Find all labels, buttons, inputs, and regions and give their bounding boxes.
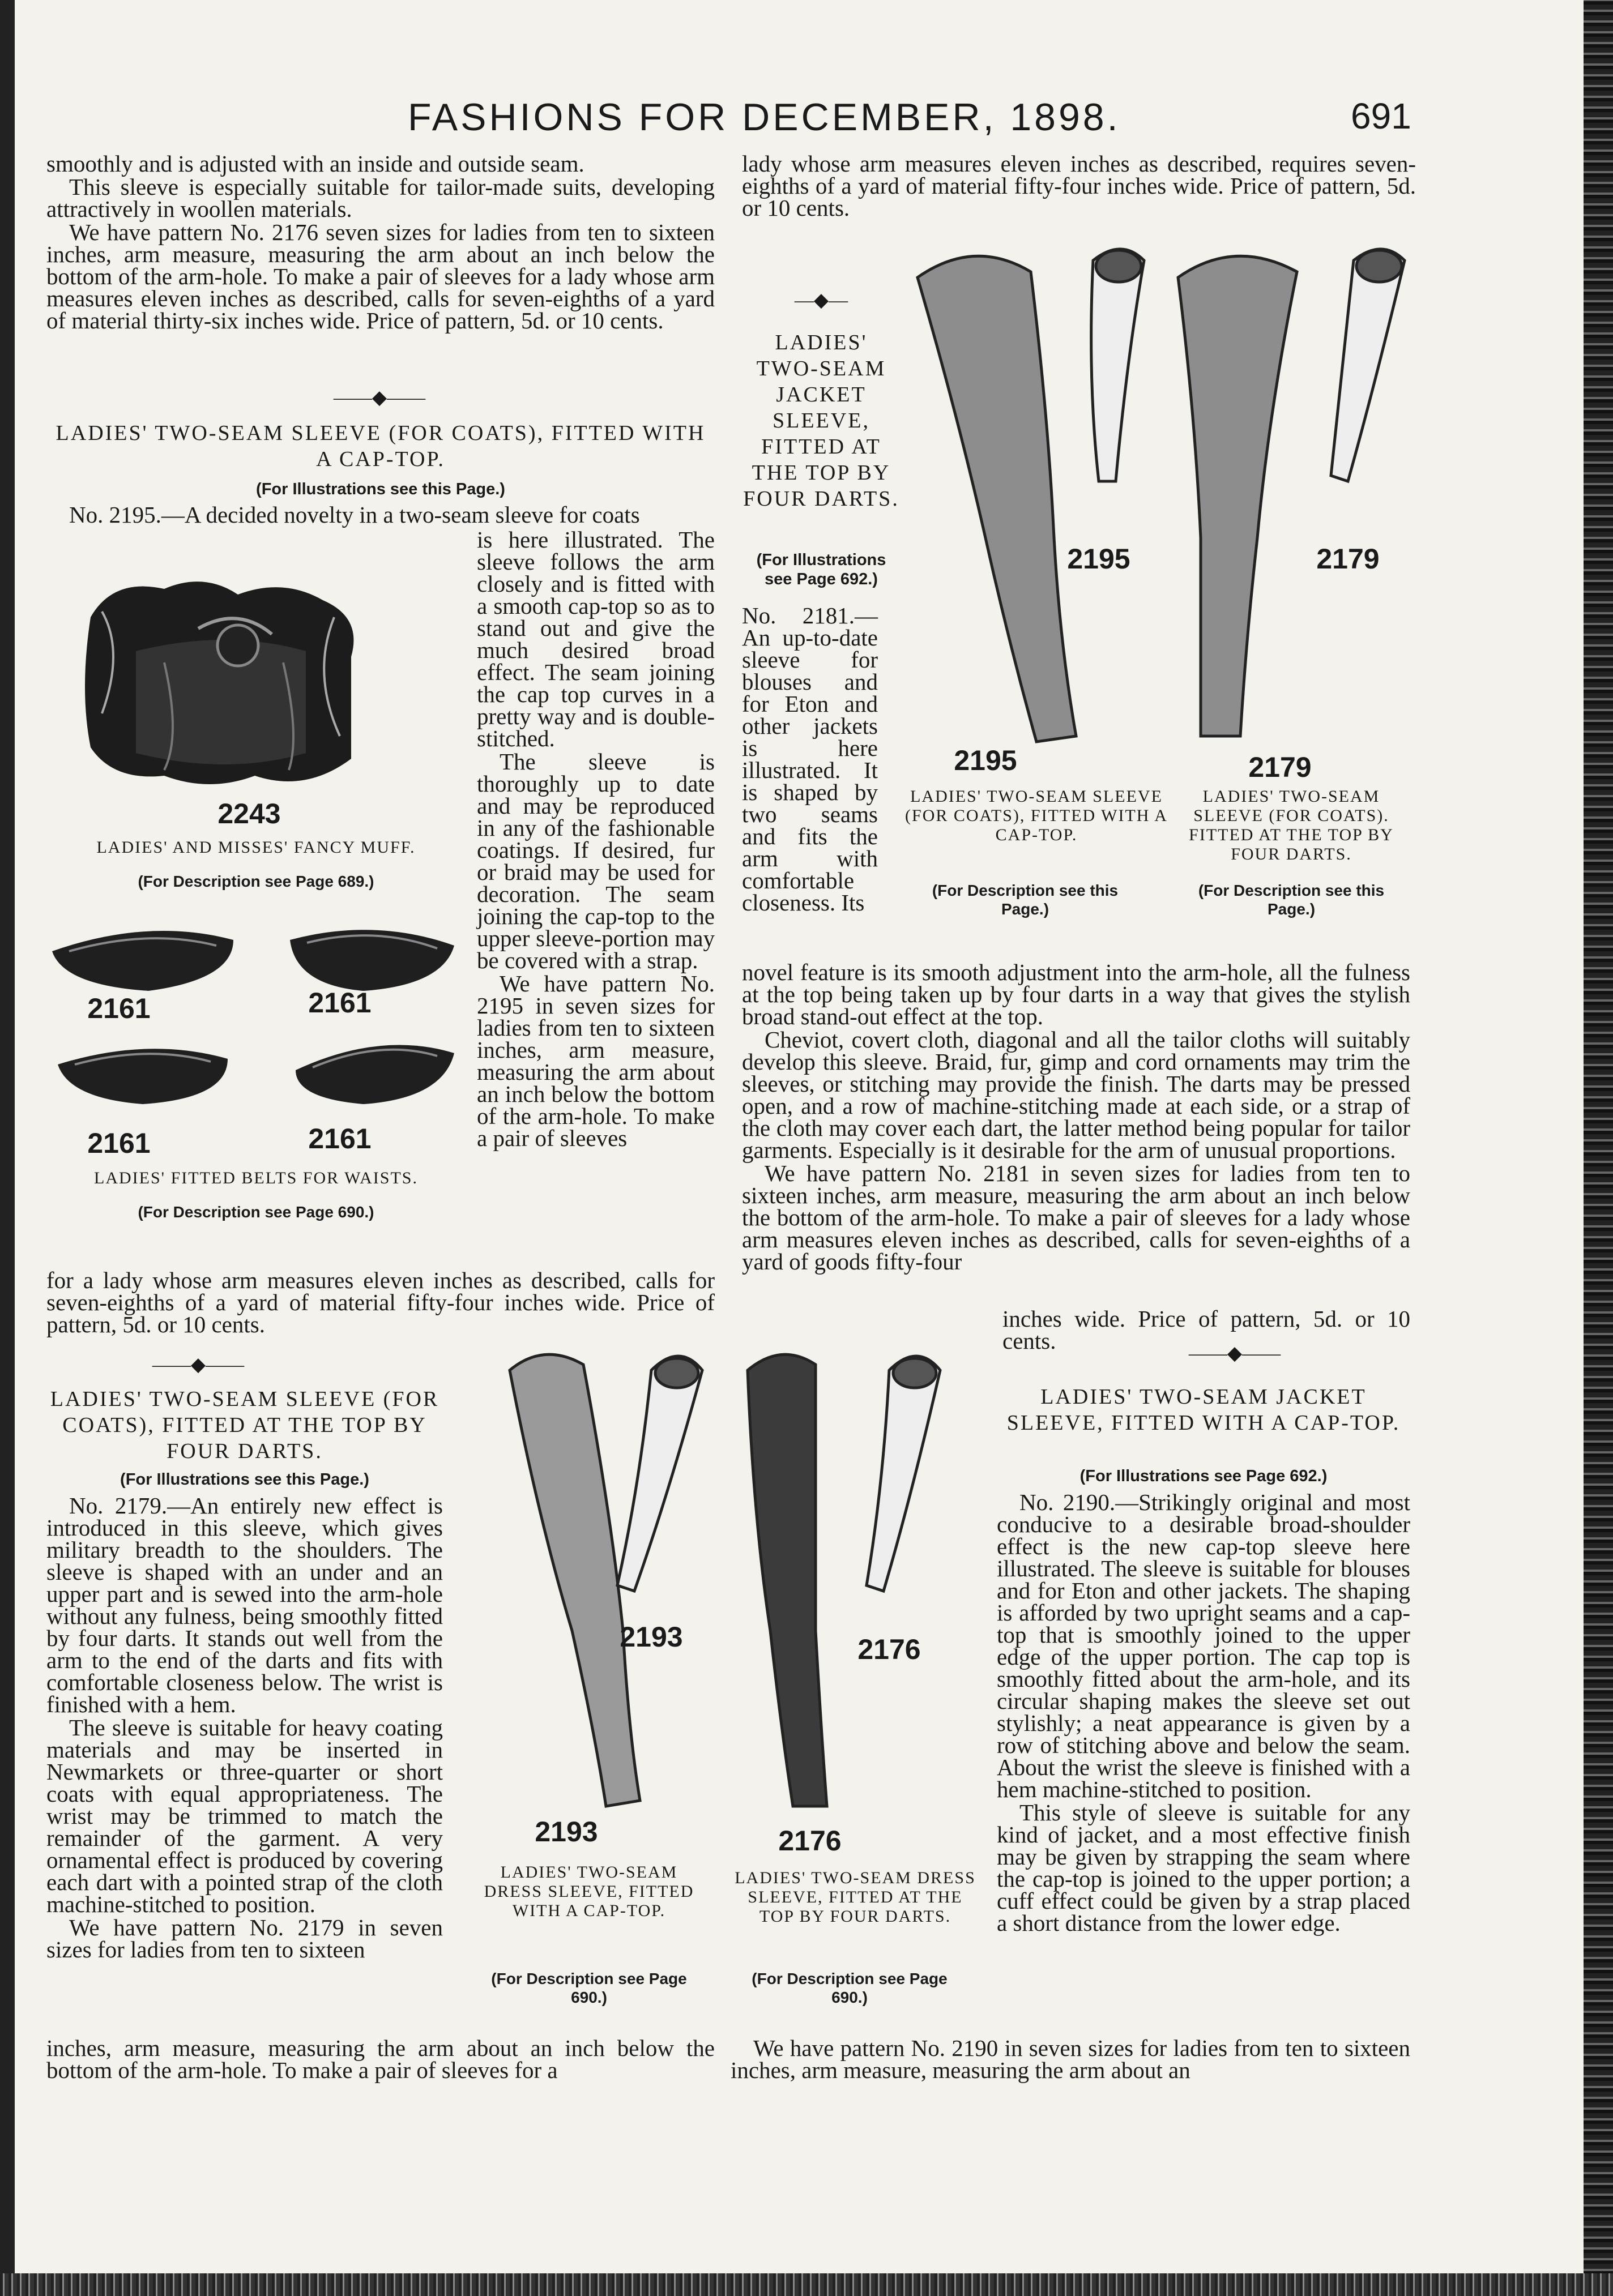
figure-2193-number: 2193 xyxy=(535,1816,598,1848)
paragraph: Cheviot, covert cloth, diagonal and all the tailor cloths will suitably develop this sleeve. Braid, fur, gimp and cord ornaments may trim the sleeves, or stitching may provide the finish. The darts may be pressed open, and a row of machine-stitching made at each side, or a strap of the cloth may cover each dart, the latter method being popular for tailor garments. Especially is it desirable for the arm of unusual proportions. xyxy=(742,1027,1410,1163)
figure-2195-description: (For Description see this Page.) xyxy=(932,882,1119,918)
paragraph: for a lady whose arm measures eleven inches as described, calls for seven-eighths of a yard of material fifty-four inches wide. Price of pattern, 5d. or 10 cents. xyxy=(46,1267,715,1337)
figure-2176-number: 2176 xyxy=(778,1825,842,1857)
paragraph: novel feature is its smooth adjustment into the arm-hole, all the fulness at the top being taken up by four darts in a way that gives the stylish broad stand-out effect at the top. xyxy=(742,959,1410,1029)
left-continued-text xyxy=(46,153,715,332)
article-2190-body xyxy=(997,1491,1410,1934)
figure-2179-description: (For Description see this Page.) xyxy=(1198,882,1385,918)
sleeves-2193-2176-illustration xyxy=(498,1348,951,1829)
figure-2161-description: (For Description see Page 690.) xyxy=(138,1203,374,1221)
paragraph: This sleeve is especially suitable for tailor-made suits, developing attractively in woollen materials. xyxy=(46,174,715,222)
paragraph: inches wide. Price of pattern, 5d. or 10 cents. xyxy=(1002,1306,1410,1354)
middle-continued-text xyxy=(742,153,1416,219)
article-2181-continued xyxy=(742,961,1410,1273)
figure-2193-description: (For Description see Page 690.) xyxy=(491,1970,687,2006)
article-2195-tail xyxy=(46,1269,715,1336)
separator-rule: ——◆—— xyxy=(1188,1343,1281,1364)
paragraph: We have pattern No. 2176 seven sizes for ladies from ten to sixteen inches, arm measure, measuring the arm about an inch below the bottom of the arm-hole. To make a pair of sleeves for a lady whose arm measures eleven inches as described, calls for seven-eighths of a yard of material thirty-six inches wide. Price of pattern, 5d. or 10 cents. xyxy=(46,219,715,334)
separator-rule: —◆— xyxy=(794,290,848,311)
paragraph: No. 2181.—An up-to-date sleeve for blouses and for Eton and other jackets is here illustrated. It is shaped by two seams and fits the arm with comfortable closeness. Its xyxy=(742,602,878,916)
article-2195-ref: (For Illustrations see this Page.) xyxy=(256,480,505,498)
article-2179-tail xyxy=(46,2037,715,2081)
article-2195-heading: LADIES' TWO-SEAM SLEEVE (FOR COATS), FITTED WITH A CAP-TOP. xyxy=(56,421,706,471)
paragraph: This style of sleeve is suitable for any kind of jacket, and a most effective finish may be given by strapping the seam where the cap-top is joined to the upper portion; a cuff effect could be given by a strap placed a short distance from the lower edge. xyxy=(997,1799,1410,1936)
article-2179-ref: (For Illustrations see this Page.) xyxy=(120,1470,369,1489)
muff-illustration xyxy=(68,566,385,804)
article-2181-ref: (For Illustrations see Page 692.) xyxy=(756,551,886,588)
article-2190-ref: (For Illustrations see Page 692.) xyxy=(1079,1467,1328,1485)
paragraph: inches, arm measure, measuring the arm about an inch below the bottom of the arm-hole. To make a pair of sleeves for a xyxy=(46,2035,715,2083)
article-2181-heading: LADIES' TWO-SEAM JACKET SLEEVE, FITTED AT THE TOP BY FOUR DARTS. xyxy=(743,331,899,511)
figure-2176-inset-number: 2176 xyxy=(857,1634,921,1665)
paragraph: We have pattern No. 2181 in seven sizes for ladies from ten to sixteen inches, arm measure, measuring the arm about an inch below the bottom of the arm-hole. To make a pair of sleeves for a lady whose arm measures eleven inches as described, calls for seven-eighths of a yard of goods fifty-four xyxy=(742,1160,1410,1275)
article-2195-body xyxy=(477,529,715,1149)
figure-2161-number: 2161 xyxy=(87,993,151,1024)
figure-2195-inset-number: 2195 xyxy=(1067,543,1130,575)
figure-2176-description: (For Description see Page 690.) xyxy=(752,1970,948,2006)
paragraph: smoothly and is adjusted with an inside and outside seam. xyxy=(46,151,584,177)
figure-2161-number: 2161 xyxy=(308,987,372,1019)
sleeves-2195-2179-illustration xyxy=(906,243,1416,764)
article-2190-tail xyxy=(731,2037,1410,2081)
scan-edge-right xyxy=(1584,0,1613,2296)
figure-2179-number: 2179 xyxy=(1248,751,1312,783)
separator-rule: ——◆—— xyxy=(333,387,426,408)
paragraph: No. 2195.—A decided novelty in a two-seam sleeve for coats xyxy=(69,502,640,528)
figure-2161-caption: LADIES' FITTED BELTS FOR WAISTS. xyxy=(94,1169,418,1187)
figure-2193-caption: LADIES' TWO-SEAM DRESS SLEEVE, FITTED WITH A CAP-TOP. xyxy=(484,1863,694,1920)
article-2179-body xyxy=(46,1495,443,1961)
figure-2243-caption: LADIES' AND MISSES' FANCY MUFF. xyxy=(96,838,416,857)
figure-2161-number: 2161 xyxy=(308,1123,372,1155)
paragraph: We have pattern No. 2179 in seven sizes for ladies from ten to sixteen xyxy=(46,1914,443,1962)
page-number: 691 xyxy=(1351,96,1411,136)
paragraph: lady whose arm measures eleven inches as described, requires seven-eighths of a yard of material fifty-four inches wide. Price of pattern, 5d. or 10 cents. xyxy=(742,151,1416,221)
figure-2243-description: (For Description see Page 689.) xyxy=(138,873,374,890)
figure-2179-caption: LADIES' TWO-SEAM SLEEVE (FOR COATS). FITTED AT THE TOP BY FOUR DARTS. xyxy=(1189,787,1394,863)
figure-2179-inset-number: 2179 xyxy=(1316,543,1380,575)
article-2190-heading: LADIES' TWO-SEAM JACKET SLEEVE, FITTED WITH A CAP-TOP. xyxy=(1006,1385,1401,1435)
figure-2161-number: 2161 xyxy=(87,1127,151,1159)
paragraph: is here illustrated. The sleeve follows the arm closely and is fitted with a smooth cap-top so as to stand out and give the much desired broad effect. The seam joining the cap top curves in a pretty way and is double-stitched. xyxy=(477,527,715,751)
scan-edge-bottom xyxy=(0,2273,1613,2296)
paragraph: The sleeve is suitable for heavy coating materials and may be inserted in Newmarkets or three-quarter or short coats with equal appropriateness. The wrist may be trimmed to match the remainder of the garment. A very ornamental effect is produced by covering each dart with a pointed strap of the cloth machine-stitched to position. xyxy=(46,1714,443,1917)
paragraph: We have pattern No. 2195 in seven sizes for ladies from ten to sixteen inches, arm measure, measuring the arm about an inch below the bottom of the arm-hole. To make a pair of sleeves xyxy=(477,970,715,1151)
figure-2243-number: 2243 xyxy=(217,798,281,830)
page-header xyxy=(0,95,1613,146)
paragraph: The sleeve is thoroughly up to date and may be reproduced in any of the fashionable coatings. If desired, fur or braid may be used for decoration. The seam joining the cap-top to the upper sleeve-portion may be covered with a strap. xyxy=(477,749,715,973)
scan-edge-left xyxy=(0,0,15,2296)
paragraph: No. 2179.—An entirely new effect is introduced in this sleeve, which gives military breadth to the shoulders. The sleeve is shaped with an under and an upper part and is sewed into the arm-hole without any fulness, being smoothly fitted by four darts. It stands out well from the arm to the end of the darts and fits with comfortable closeness below. The wrist is finished with a hem. xyxy=(46,1493,443,1717)
article-2181-body xyxy=(742,602,878,916)
separator-rule: ——◆—— xyxy=(152,1354,245,1375)
figure-2195-caption: LADIES' TWO-SEAM SLEEVE (FOR COATS), FITTED WITH A CAP-TOP. xyxy=(905,787,1168,844)
page-title: FASHIONS FOR DECEMBER, 1898. xyxy=(408,96,1121,139)
figure-2195-number: 2195 xyxy=(954,745,1017,776)
article-2195-lead xyxy=(46,504,715,526)
figure-2193-inset-number: 2193 xyxy=(620,1621,683,1653)
figure-2176-caption: LADIES' TWO-SEAM DRESS SLEEVE, FITTED AT THE TOP BY FOUR DARTS. xyxy=(735,1869,976,1926)
paragraph: No. 2190.—Strikingly original and most conducive to a desirable broad-shoulder effect is the new cap-top sleeve here illustrated. The sleeve is suitable for blouses and for Eton and other jackets. The shaping is afforded by two upright seams and a cap-top that is smoothly joined to the upper edge of the upper portion. The cap top is smoothly fitted about the arm-hole, and its circular shaping makes the sleeve set out stylishly; a neat appearance is given by a row of stitching above and below the seam. About the wrist the sleeve is finished with a hem machine-stitched to position. xyxy=(997,1489,1410,1802)
article-2179-heading: LADIES' TWO-SEAM SLEEVE (FOR COATS), FITTED AT THE TOP BY FOUR DARTS. xyxy=(50,1387,439,1463)
paragraph: We have pattern No. 2190 in seven sizes for ladies from ten to sixteen inches, arm measure, measuring the arm about an xyxy=(731,2035,1410,2083)
